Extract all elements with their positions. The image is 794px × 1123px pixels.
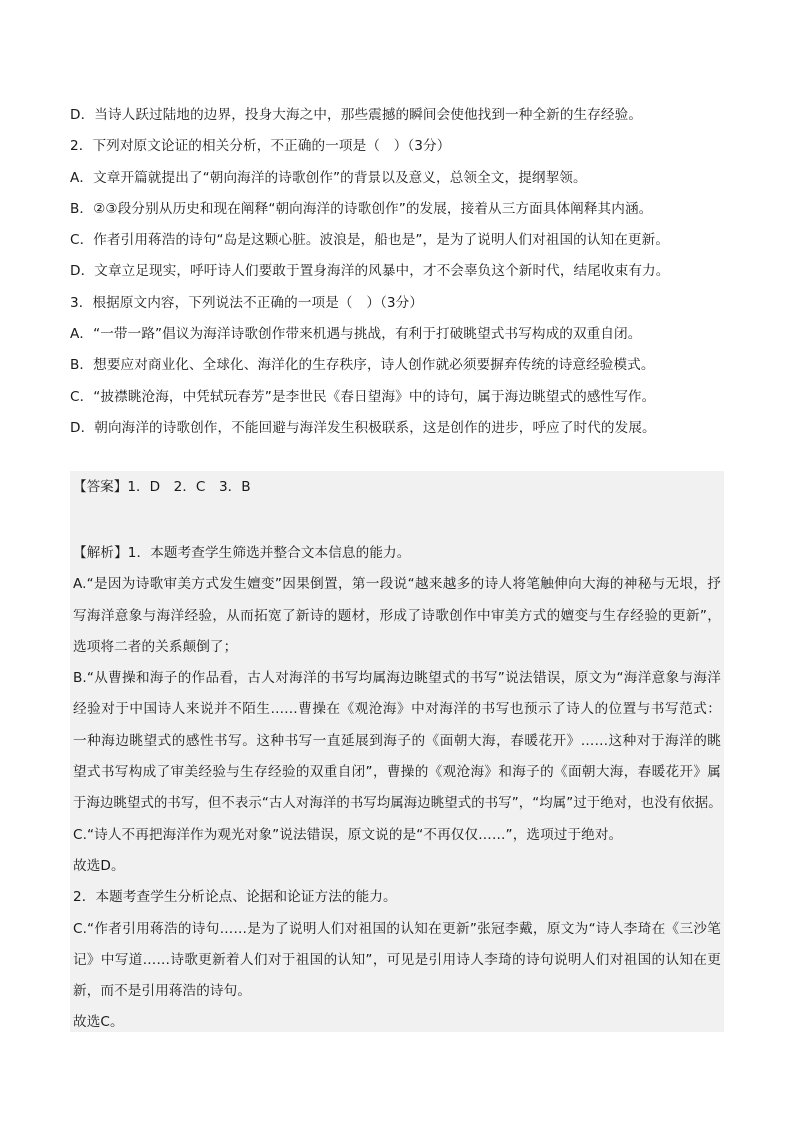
analysis-line: C.“诗人不再把海洋作为观光对象”说法错误，原文说的是“不再仅仅……”，选项过于绝对。 — [73, 826, 623, 843]
question-line: D．当诗人跃过陆地的边界，投身大海之中，那些震撼的瞬间会使他找到一种全新的生存经验。 — [70, 107, 643, 123]
question-line: C．“披襟眺沧海，中凭轼玩春芳”是李世民《春日望海》中的诗句，属于海边眺望式的感性写作。 — [70, 388, 656, 405]
question-line: C．作者引用蒋浩的诗句“岛是这颗心脏。波浪是，船也是”，是为了说明人们对祖国的认知在更新。 — [70, 232, 670, 249]
answer-analysis-box — [70, 471, 724, 1032]
analysis-line: B.“从曹操和海子的作品看，古人对海洋的书写均属海边眺望式的书写”说法错误，原文为“海洋意象与海洋 — [73, 670, 721, 687]
question-line: 2．下列对原文论证的相关分析，不正确的一项是（ ）（3分） — [70, 138, 451, 155]
analysis-line: 选项将二者的关系颠倒了； — [73, 638, 238, 655]
analysis-line: 故选D。 — [73, 857, 125, 874]
analysis-line: 写海洋意象与海洋经验，从而拓宽了新诗的题材，形成了诗歌创作中审美方式的嬗变与生存经验的更新”， — [73, 607, 721, 624]
question-section — [70, 100, 724, 444]
analysis-line: 【解析】1．本题考查学生筛选并整合文本信息的能力。 — [73, 545, 411, 561]
question-line: A．“一带一路”倡议为海洋诗歌创作带来机遇与挑战，有利于打破眺望式书写构成的双重自闭。 — [70, 326, 642, 343]
question-line: D．文章立足现实，呼吁诗人们要敢于置身海洋的风暴中，才不会辜负这个新时代，结尾收束有力。 — [70, 263, 670, 280]
question-line: B．②③段分别从历史和现在阐释“朝向海洋的诗歌创作”的发展，接着从三方面具体阐释其内涵。 — [70, 200, 653, 217]
question-line: B．想要应对商业化、全球化、海洋化的生存秩序，诗人创作就必须要摒弃传统的诗意经验模式。 — [70, 357, 655, 374]
question-line: D．朝向海洋的诗歌创作，不能回避与海洋发生积极联系，这是创作的进步，呼应了时代的发展。 — [70, 419, 656, 436]
analysis-line: A.“是因为诗歌审美方式发生嬗变”因果倒置，第一段说“越来越多的诗人将笔触伸向大海的神秘与无垠，抒 — [73, 576, 721, 593]
analysis-line: 新，而不是引用蒋浩的诗句。 — [73, 983, 252, 1000]
analysis-line: 经验对于中国诗人来说并不陌生……曹操在《观沧海》中对海洋的书写也预示了诗人的位置与书写范式： — [73, 701, 721, 718]
analysis-line: C.“作者引用蒋浩的诗句……是为了说明人们对祖国的认知在更新”张冠李戴，原文为“诗人李琦在《三沙笔 — [73, 920, 721, 937]
analysis-line: 记》中写道……诗歌更新着人们对于祖国的认知”，可见是引用诗人李琦的诗句说明人们对祖国的认知在更 — [73, 951, 721, 968]
analysis-line: 望式书写构成了审美经验与生存经验的双重自闭”，曹操的《观沧海》和海子的《面朝大海，春暖花开》属 — [73, 764, 721, 781]
answer-key: 【答案】1．D 2．C 3．B — [73, 479, 251, 495]
analysis-section — [73, 538, 721, 1039]
analysis-line: 2．本题考查学生分析论点、论据和论证方法的能力。 — [73, 889, 397, 906]
question-line: A．文章开篇就提出了“朝向海洋的诗歌创作”的背景以及意义，总领全文，提纲挈领。 — [70, 169, 587, 186]
analysis-line: 一种海边眺望式的感性书写。这种书写一直延展到海子的《面朝大海，春暖花开》……这种对于海洋的眺 — [73, 732, 721, 749]
analysis-line: 故选C。 — [73, 1014, 124, 1031]
question-line: 3．根据原文内容，下列说法不正确的一项是（ ）（3分） — [70, 294, 424, 311]
analysis-line: 于海边眺望式的书写，但不表示“古人对海洋的书写均属海边眺望式的书写”，“均属”过于绝对，也没有依据。 — [73, 796, 722, 812]
